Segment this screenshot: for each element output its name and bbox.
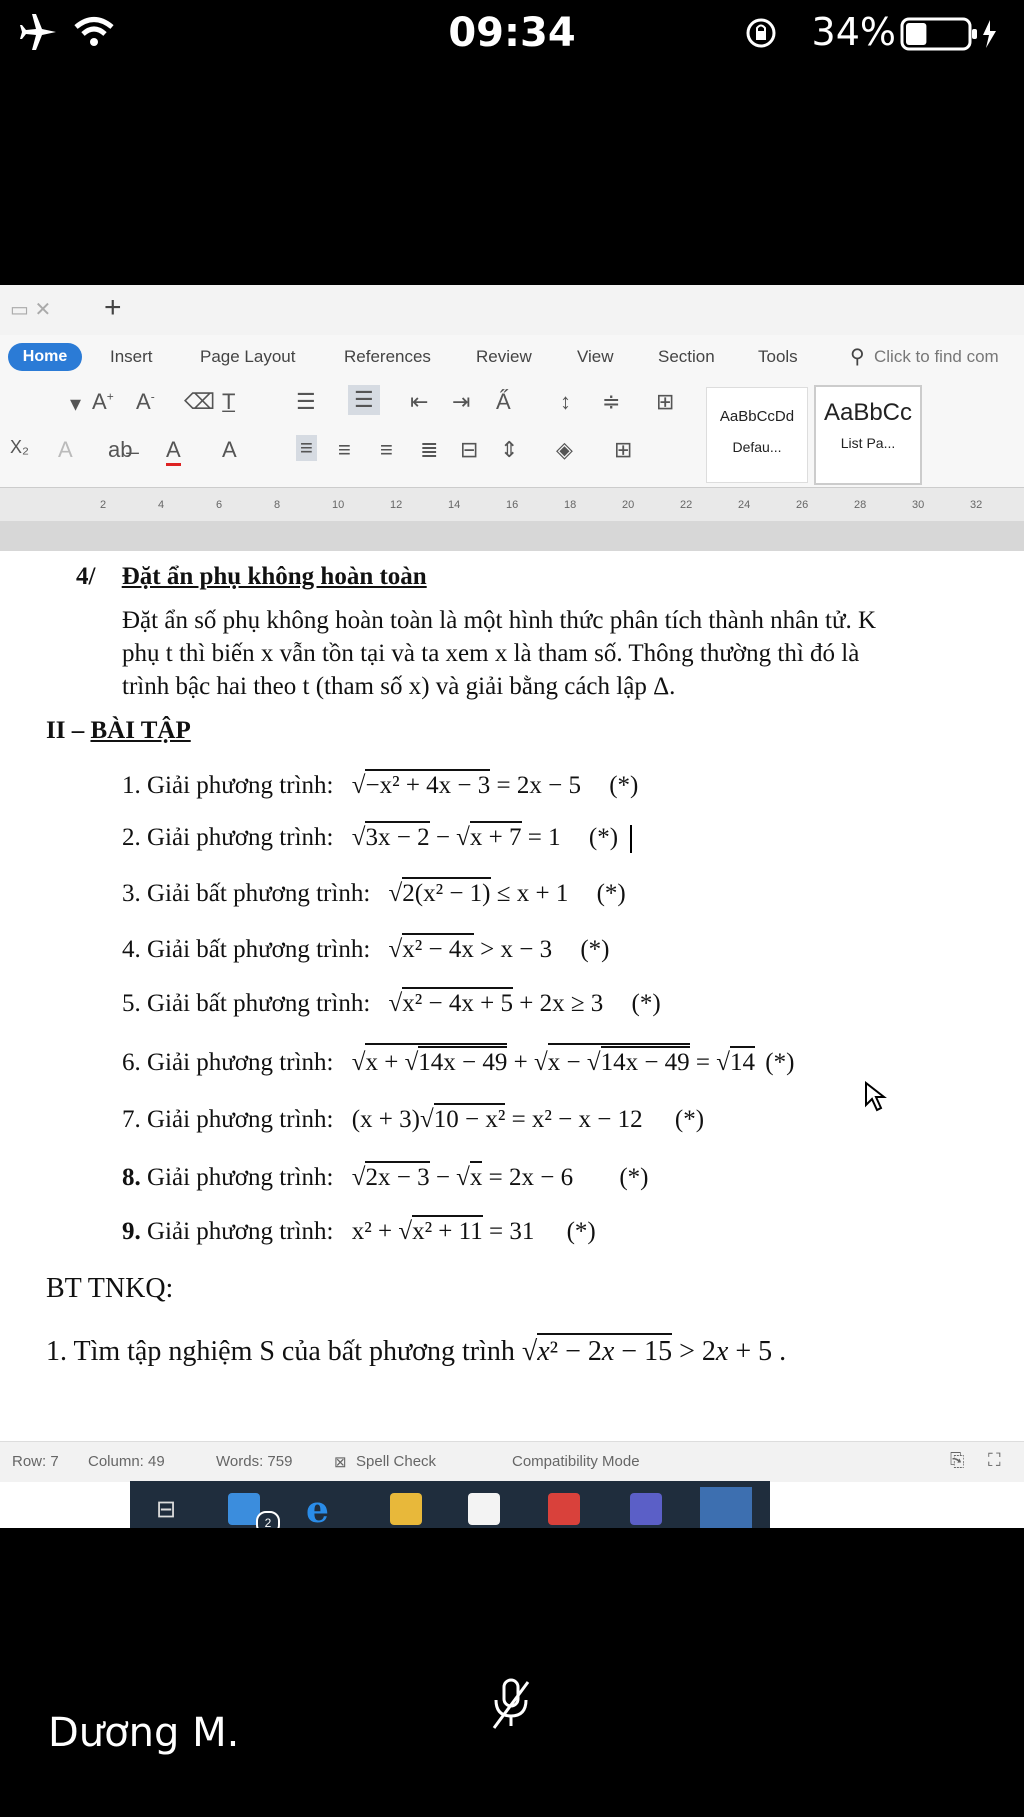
tab-insert[interactable]: Insert — [110, 347, 153, 366]
equation: √−x² + 4x − 3 = 2x − 5 — [352, 772, 581, 799]
question-1 — [46, 1333, 786, 1368]
ruler-tick: 20 — [622, 499, 635, 511]
tab-review[interactable]: Review — [476, 347, 532, 366]
ruler-tick: 16 — [506, 499, 519, 511]
inequality: √x² − 2x − 15 > 2x + 5 . — [522, 1336, 786, 1367]
star-marker: (*) — [631, 990, 661, 1017]
clock-time: 09:34 — [448, 10, 576, 56]
style-list-paragraph[interactable] — [814, 385, 922, 485]
star-marker: (*) — [765, 1049, 795, 1076]
tab-references[interactable]: References — [344, 347, 431, 366]
problem-label: 2. Giải phương trình: — [122, 824, 334, 851]
sort-icon[interactable]: ↕ — [560, 389, 571, 414]
problem-number: 8. — [122, 1164, 141, 1191]
problem-2 — [122, 821, 632, 853]
phone-status-bar — [0, 0, 1024, 70]
problem-1 — [122, 769, 638, 800]
shared-screen — [0, 285, 1024, 1528]
paragraph-spacing-icon[interactable]: ⇕ — [500, 437, 519, 462]
tab-bar — [0, 285, 1024, 336]
question-text: 1. Tìm tập nghiệm S của bất phương trình — [46, 1336, 522, 1367]
section-4-heading — [76, 563, 427, 591]
mouse-pointer-icon — [864, 1081, 888, 1113]
spell-check-icon[interactable]: ⊠ — [334, 1454, 347, 1471]
battery-percent: 34% — [811, 10, 896, 54]
new-tab-button[interactable]: + — [104, 291, 122, 324]
ruler-tick: 10 — [332, 499, 345, 511]
equation: √x + √14x − 49 + √x − √14x − 49 = √14 — [352, 1049, 755, 1076]
ruler-tick: 24 — [738, 499, 751, 511]
align-right-icon[interactable]: ≡ — [380, 437, 393, 462]
row-indicator: Row: 7 — [12, 1453, 59, 1470]
formatting-toolbar — [0, 381, 1024, 487]
ruler-tick: 14 — [448, 499, 461, 511]
paragraph-line-1: Đặt ẩn số phụ không hoàn toàn là một hình thức phân tích thành nhân tử. K — [122, 607, 877, 634]
close-tab-icon[interactable]: ▭ ✕ — [10, 299, 52, 321]
menu-bar — [0, 335, 1024, 381]
borders-icon[interactable]: ⊞ — [614, 437, 633, 462]
problem-label: 5. Giải bất phương trình: — [122, 990, 371, 1017]
equation: x² + √x² + 11 = 31 — [352, 1218, 535, 1245]
file-explorer-icon[interactable] — [390, 1493, 422, 1525]
ruler-tick: 6 — [216, 499, 223, 511]
tab-section[interactable]: Section — [658, 347, 715, 366]
section-2-title: BÀI TẬP — [90, 717, 191, 744]
star-marker: (*) — [566, 1218, 596, 1245]
tab-home[interactable]: Home — [8, 343, 82, 371]
decrease-indent-icon[interactable]: ⇤ — [410, 389, 429, 414]
compatibility-mode: Compatibility Mode — [512, 1453, 640, 1470]
section-4-title: Đặt ẩn phụ không hoàn toàn — [121, 563, 427, 590]
star-marker: (*) — [596, 880, 626, 907]
equation: √3x − 2 − √x + 7 = 1 — [352, 824, 561, 851]
problem-label: 3. Giải bất phương trình: — [122, 880, 371, 907]
gift-icon[interactable] — [548, 1493, 580, 1525]
problem-label: 1. Giải phương trình: — [122, 772, 334, 799]
style-list-name: List Pa... — [840, 435, 896, 451]
teams-icon[interactable] — [630, 1493, 662, 1525]
justify-icon[interactable]: ≣ — [420, 437, 439, 462]
ruler-tick: 28 — [854, 499, 867, 511]
ruler-tick: 4 — [158, 499, 165, 511]
paragraph-line-2: phụ t thì biến x vẫn tồn tại và ta xem x là tham số. Thông thường thì đó là — [122, 640, 860, 667]
phonetic-icon[interactable]: T̲ — [222, 389, 236, 414]
style-list-preview: AaBbCc — [823, 399, 913, 426]
ruler-tick: 26 — [796, 499, 809, 511]
inequality: √x² − 4x + 5 + 2x ≥ 3 — [389, 990, 604, 1017]
ruler-tick: 18 — [564, 499, 577, 511]
text-cursor — [630, 825, 632, 853]
page-gap — [0, 521, 1024, 551]
equation: (x + 3)√10 − x² = x² − x − 12 — [352, 1106, 643, 1133]
problem-5 — [122, 987, 661, 1018]
increase-indent-icon[interactable]: ⇥ — [452, 389, 471, 414]
clear-format-icon[interactable]: ⌫ — [184, 389, 216, 414]
problem-label: 6. Giải phương trình: — [122, 1049, 334, 1076]
table-icon[interactable]: ⊞ — [656, 389, 675, 414]
char-shading-icon[interactable]: A — [222, 437, 237, 462]
tab-view[interactable]: View — [577, 347, 614, 366]
bullets-icon[interactable]: ☰ — [296, 389, 316, 414]
problem-3 — [122, 877, 626, 908]
shading-icon[interactable]: ◈ — [556, 437, 573, 462]
participant-name: Dương M. — [48, 1710, 240, 1756]
align-center-icon[interactable]: ≡ — [338, 437, 351, 462]
ruler-tick: 12 — [390, 499, 403, 511]
task-view-icon[interactable]: ⊟ — [156, 1496, 177, 1523]
tab-page-layout[interactable]: Page Layout — [200, 347, 296, 366]
fullscreen-icon[interactable]: ⛶ — [988, 1450, 1001, 1470]
distributed-icon[interactable]: ⊟ — [460, 437, 479, 462]
text-effect-icon[interactable]: A — [58, 437, 73, 462]
star-marker: (*) — [674, 1106, 705, 1133]
column-indicator: Column: 49 — [88, 1453, 165, 1470]
line-spacing-icon[interactable]: ≑ — [602, 389, 621, 414]
mail-badge: 2 — [256, 1511, 280, 1528]
section-2-heading — [46, 717, 191, 745]
problem-8 — [122, 1161, 649, 1192]
save-status-icon[interactable]: ⎘ — [950, 1450, 965, 1470]
change-case-icon[interactable]: A̋ — [496, 389, 511, 414]
problem-4 — [122, 933, 609, 964]
style-default-name: Defau... — [732, 439, 782, 455]
edge-icon[interactable]: e — [306, 1489, 329, 1528]
style-default-preview: AaBbCcDd — [719, 408, 795, 425]
subscript-icon[interactable]: X₂ — [10, 437, 29, 457]
store-icon[interactable] — [468, 1493, 500, 1525]
problem-label: 7. Giải phương trình: — [122, 1106, 334, 1133]
rotation-lock-icon — [744, 16, 778, 50]
star-marker: (*) — [588, 824, 619, 851]
problem-label: Giải phương trình: — [140, 1164, 334, 1191]
problem-label: Giải phương trình: — [140, 1218, 334, 1245]
taskbar — [130, 1481, 770, 1528]
status-line — [0, 1441, 1024, 1482]
ruler-tick: 32 — [970, 499, 983, 511]
align-left-icon[interactable]: ≡ — [296, 435, 317, 461]
problem-7 — [122, 1103, 704, 1134]
star-marker: (*) — [609, 772, 639, 799]
tab-tools[interactable]: Tools — [758, 347, 798, 366]
problem-label: 4. Giải bất phương trình: — [122, 936, 371, 963]
shrink-font-icon[interactable]: A- — [136, 389, 155, 414]
spell-check[interactable]: Spell Check — [356, 1453, 437, 1470]
section-2-prefix: II – — [46, 717, 91, 744]
grow-font-icon[interactable]: A+ — [92, 389, 114, 414]
document-page[interactable] — [0, 551, 1024, 1441]
ruler-tick: 8 — [274, 499, 281, 511]
video-call-overlay — [0, 1528, 1024, 1817]
equation: √2x − 3 − √x = 2x − 6 — [352, 1164, 573, 1191]
numbering-icon[interactable]: ☰ — [348, 385, 380, 415]
problem-6 — [122, 1043, 794, 1077]
ruler-tick: 22 — [680, 499, 693, 511]
inequality: √x² − 4x > x − 3 — [389, 936, 553, 963]
search-field[interactable]: Click to find com — [874, 347, 999, 366]
problem-9 — [122, 1215, 596, 1246]
battery-icon — [900, 16, 1000, 52]
star-marker: (*) — [619, 1164, 649, 1191]
font-size-dropdown-icon[interactable]: ▾ — [70, 391, 82, 416]
search-icon[interactable]: ⚲ — [850, 346, 865, 368]
problem-number: 9. — [122, 1218, 141, 1245]
bt-heading: BT TNKQ: — [46, 1273, 174, 1304]
mic-muted-icon — [488, 1676, 534, 1732]
paragraph-line-3: trình bậc hai theo t (tham số x) và giải bằng cách lập Δ. — [122, 673, 676, 700]
highlight-icon[interactable]: ab̶ — [108, 437, 133, 462]
wps-writer-icon[interactable] — [700, 1487, 752, 1528]
inequality: √2(x² − 1) ≤ x + 1 — [389, 880, 569, 907]
word-count[interactable]: Words: 759 — [216, 1453, 293, 1470]
ruler-tick: 30 — [912, 499, 925, 511]
font-color-icon[interactable]: A — [166, 437, 181, 466]
ruler[interactable] — [0, 487, 1024, 523]
ruler-tick: 2 — [100, 499, 107, 511]
style-default[interactable] — [706, 387, 808, 483]
section-4-number: 4/ — [76, 563, 96, 590]
star-marker: (*) — [580, 936, 610, 963]
